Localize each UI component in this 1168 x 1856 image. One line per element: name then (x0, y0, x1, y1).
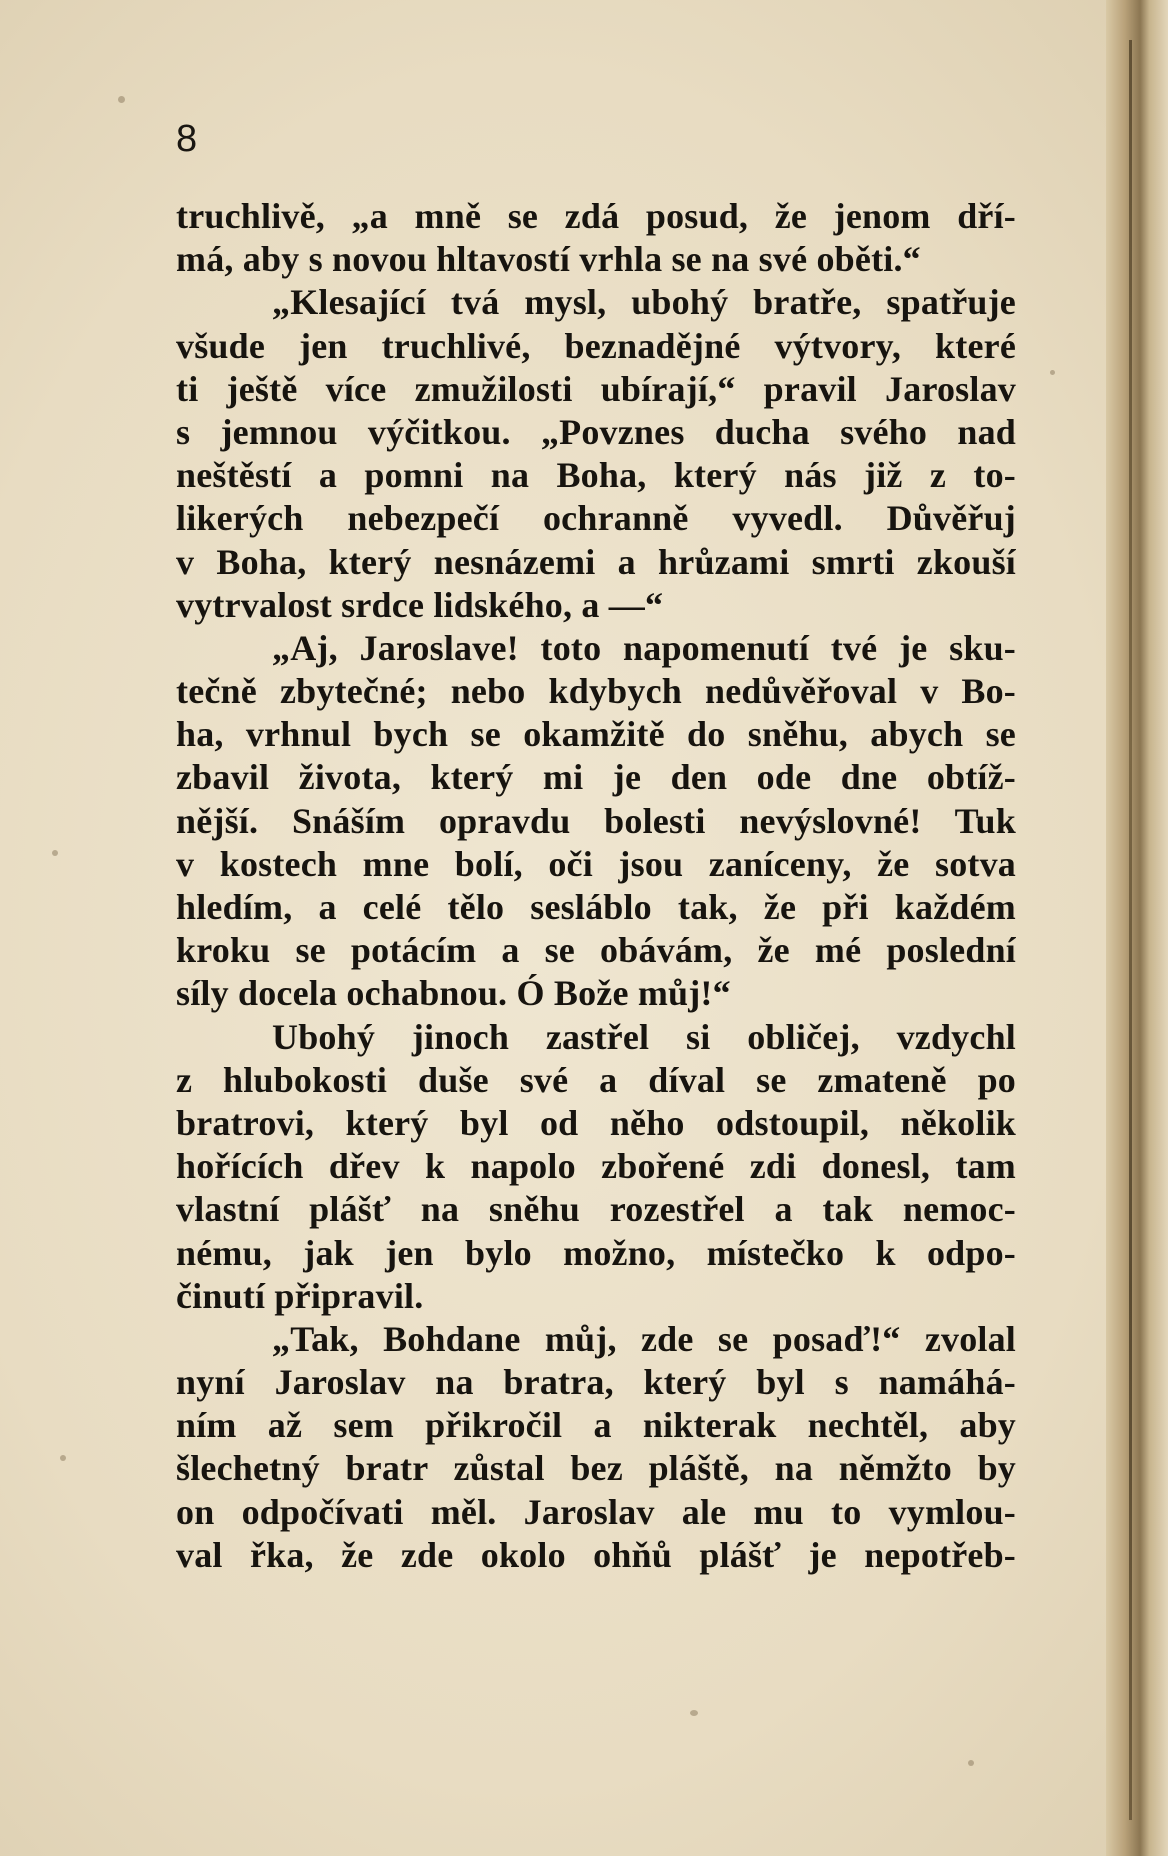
text-line: truchlivě, „a mně se zdá posud, že jenom dří- (176, 196, 1016, 236)
text-line: bratrovi, který byl od něho odstoupil, několik (176, 1102, 1016, 1143)
text-line: „Klesající tvá mysl, ubohý bratře, spatřuje (272, 282, 1016, 323)
text-line: činutí připravil. (176, 1275, 424, 1316)
text-line: „Tak, Bohdane můj, zde se posaď!“ zvolal (272, 1318, 1016, 1359)
text-line: nému, jak jen bylo možno, místečko k odpo- (176, 1232, 1016, 1273)
text-line: ti ještě více zmužilosti ubírají,“ pravil Jaroslav (176, 368, 1016, 409)
text-line: Ubohý jinoch zastřel si obličej, vzdychl (272, 1016, 1016, 1057)
paper-speck (968, 1760, 974, 1766)
text-line: vytrvalost srdce lidského, a —“ (176, 584, 664, 625)
paper-speck (1050, 370, 1055, 375)
text-line: z hlubokosti duše své a díval se zmateně po (176, 1059, 1016, 1100)
text-line: v kostech mne bolí, oči jsou zaníceny, že sotva (176, 843, 1016, 884)
text-line: zbavil života, který mi je den ode dne obtíž- (176, 757, 1016, 798)
text-line: šlechetný bratr zůstal bez pláště, na němžto by (176, 1448, 1016, 1489)
text-line: vlastní plášť na sněhu rozestřel a tak nemoc- (176, 1189, 1016, 1230)
text-line: val řka, že zde okolo ohňů plášť je nepotřeb- (176, 1534, 1016, 1575)
paper-speck (118, 96, 125, 103)
text-line: tečně zbytečné; nebo kdybych nedůvěřoval v Bo- (176, 671, 1016, 712)
text-line: v Boha, který nesnázemi a hrůzami smrti zkouší (176, 541, 1016, 582)
text-line: nější. Snáším opravdu bolesti nevýslovné! Tuk (176, 800, 1016, 841)
text-line: s jemnou výčitkou. „Povznes ducha svého nad (176, 411, 1016, 452)
text-line: likerých nebezpečí ochranně vyvedl. Důvěřuj (176, 498, 1016, 539)
binding-edge-line (1129, 40, 1132, 1820)
text-line: ha, vrhnul bych se okamžitě do sněhu, abych se (176, 714, 1016, 755)
page-number: 8 (176, 118, 198, 160)
text-line: všude jen truchlivé, beznadějné výtvory, které (176, 325, 1016, 366)
text-line: kroku se potácím a se obávám, že mé poslední (176, 930, 1016, 971)
paper-speck (60, 1455, 66, 1461)
text-line: nyní Jaroslav na bratra, který byl s namáhá- (176, 1362, 1016, 1403)
book-gutter (1106, 0, 1168, 1856)
paper-speck (52, 850, 58, 856)
text-line: síly docela ochabnou. Ó Bože můj!“ (176, 973, 731, 1014)
text-line: hořících dřev k napolo zbořené zdi donesl, tam (176, 1146, 1016, 1187)
body-text (176, 195, 1016, 1577)
text-line: ním až sem přikročil a nikterak nechtěl, aby (176, 1405, 1016, 1446)
text-line: „Aj, Jaroslave! toto napomenutí tvé je sku- (272, 627, 1016, 668)
text-line: on odpočívati měl. Jaroslav ale mu to vymlou- (176, 1491, 1016, 1532)
text-line: neštěstí a pomni na Boha, který nás již z to- (176, 455, 1016, 496)
paper-speck (690, 1710, 698, 1716)
text-line: má, aby s novou hltavostí vrhla se na své oběti.“ (176, 239, 921, 280)
text-line: hledím, a celé tělo sesláblo tak, že při každém (176, 887, 1016, 927)
